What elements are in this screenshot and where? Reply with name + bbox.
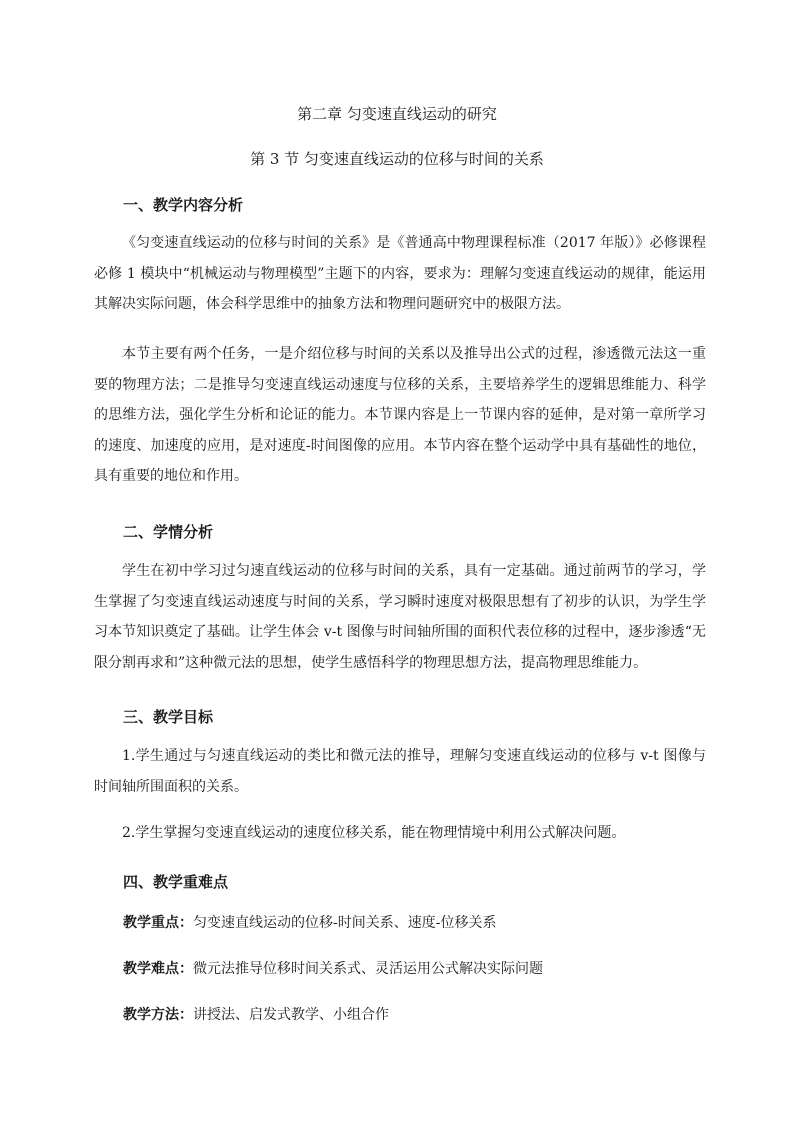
paragraph-content-1: 《匀变速直线运动的位移与时间的关系》是《普通高中物理课程标准（2017 年版）》必修课程必修 1 模块中“机械运动与物理模型”主题下的内容，要求为：理解匀变速直线运动的规律，能运用其解决实际问题，体会科学思维中的抽象方法和物理问题研究中的极限方法。 (94, 235, 706, 312)
teaching-method-row (123, 1004, 389, 1024)
difficult-point-label: 教学难点： (123, 961, 193, 977)
difficult-point-value: 微元法推导位移时间关系式、灵活运用公式解决实际问题 (193, 961, 543, 977)
heading-teaching-goals: 三、教学目标 (123, 708, 214, 726)
key-point-row (123, 912, 496, 932)
heading-content-analysis: 一、教学内容分析 (123, 196, 244, 214)
paragraph-content-2: 本节主要有两个任务，一是介绍位移与时间的关系以及推导出公式的过程，渗透微元法这一重要的物理方法；二是推导匀变速直线运动速度与位移的关系，主要培养学生的逻辑思维能力、科学的思维方法，强化学生分析和论证的能力。本节课内容是上一节课内容的延伸，是对第一章所学习的速度、加速度的应用，是对速度-时间图像的应用。本节内容在整个运动学中具有基础性的地位，具有重要的地位和作用。 (94, 346, 706, 484)
key-point-label: 教学重点： (123, 915, 193, 931)
paragraph-goal-2: 2.学生掌握匀变速直线运动的速度位移关系，能在物理情境中利用公式解决问题。 (122, 825, 626, 841)
chapter-title: 第二章 匀变速直线运动的研究 (297, 105, 497, 123)
heading-key-points: 四、教学重难点 (123, 873, 229, 891)
teaching-method-value: 讲授法、启发式教学、小组合作 (193, 1007, 389, 1023)
paragraph-goal-1: 1.学生通过与匀速直线运动的类比和微元法的推导，理解匀变速直线运动的位移与 v-t 图像与时间轴所围面积的关系。 (94, 748, 706, 795)
key-point-value: 匀变速直线运动的位移-时间关系、速度-位移关系 (193, 915, 497, 931)
difficult-point-row (123, 958, 543, 978)
section-title: 第 3 节 匀变速直线运动的位移与时间的关系 (250, 150, 544, 168)
heading-student-analysis: 二、学情分析 (123, 523, 214, 541)
teaching-method-label: 教学方法： (123, 1007, 193, 1023)
paragraph-students: 学生在初中学习过匀速直线运动的位移与时间的关系，具有一定基础。通过前两节的学习，学生掌握了匀变速直线运动速度与时间的关系，学习瞬时速度对极限思想有了初步的认识，为学生学习本节知识奠定了基础。让学生体会 v-t 图像与时间轴所围的面积代表位移的过程中，逐步渗透“无限分割再求和”这种微元法的思想，使学生感悟科学的物理思想方法，提高物理思维能力。 (94, 563, 706, 671)
